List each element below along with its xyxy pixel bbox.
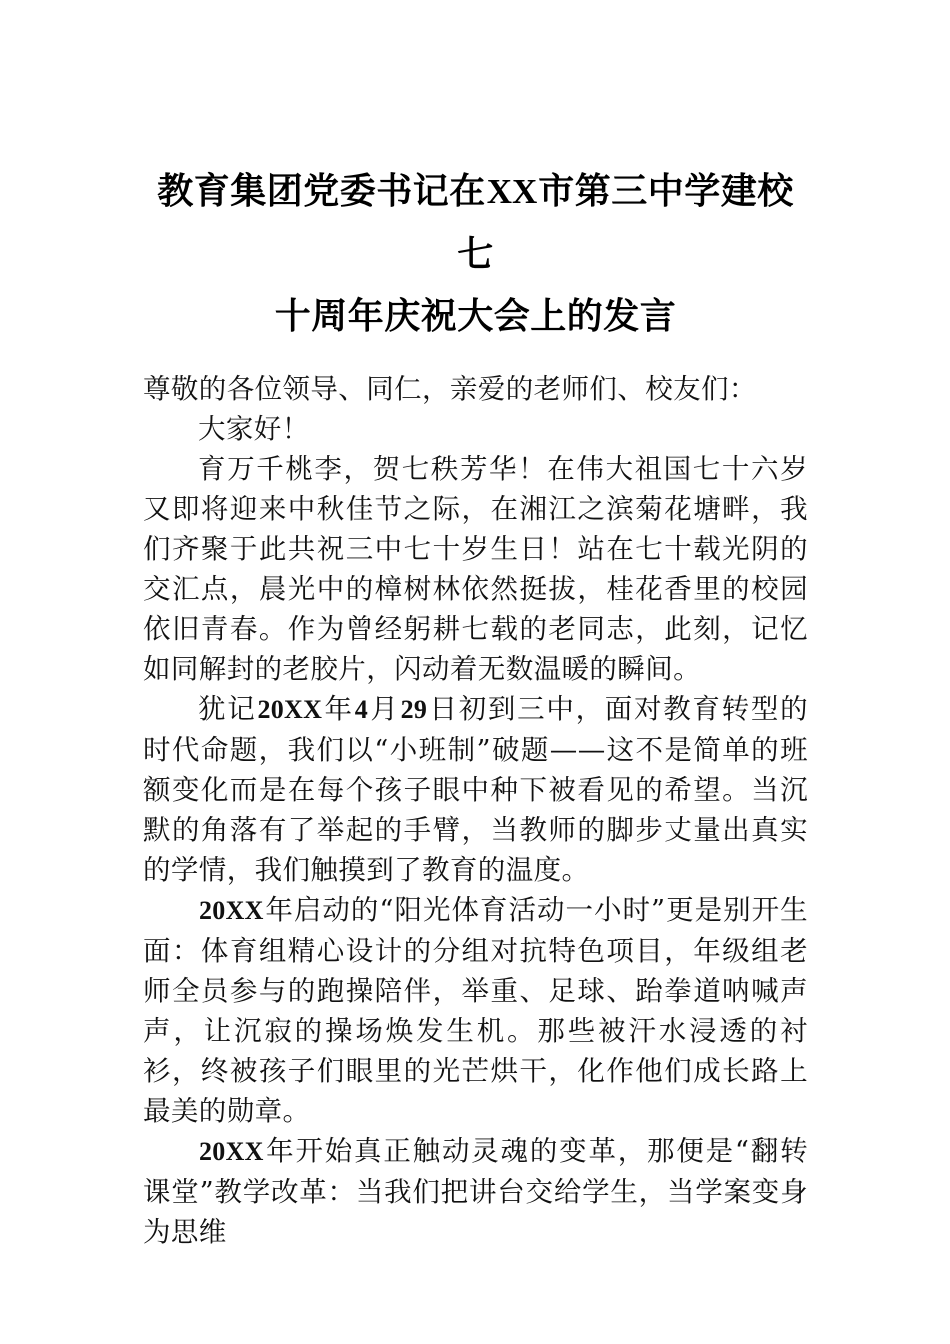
paragraph-opening: 育万千桃李，贺七秩芳华！在伟大祖国七十六岁又即将迎来中秋佳节之际，在湘江之滨菊花塘畔，我们齐聚于此共祝三中七十岁生日！站在七十载光阴的交汇点，晨光中的樟树林依然挺拔，桂花香里的校园依旧青春。作为曾经躬耕七载的老同志，此刻，记忆如同解封的老胶片，闪动着无数温暖的瞬间。 bbox=[143, 453, 808, 685]
document-body bbox=[143, 369, 808, 1252]
document-content bbox=[143, 160, 808, 1252]
page-title bbox=[143, 160, 808, 347]
paragraph-small-class-reform: 犹记20XX年4月29日初到三中，面对教育转型的时代命题，我们以“小班制”破题——这不是简单的班额变化而是在每个孩子眼中种下被看见的希望。当沉默的角落有了举起的手臂，当教师的脚步丈量出真实的学情，我们触摸到了教育的温度。 bbox=[143, 693, 808, 886]
title-line-2: 十周年庆祝大会上的发言 bbox=[274, 296, 677, 336]
paragraph-flipped-classroom: 20XX年开始真正触动灵魂的变革，那便是“翻转课堂”教学改革：当我们把讲台交给学生，当学案变身为思维 bbox=[143, 1135, 808, 1248]
paragraph-salutation: 尊敬的各位领导、同仁，亲爱的老师们、校友们： bbox=[143, 373, 757, 405]
paragraph-greeting: 大家好！ bbox=[198, 413, 310, 445]
paragraph-sunshine-sports: 20XX年启动的“阳光体育活动一小时”更是别开生面：体育组精心设计的分组对抗特色项目，年级组老师全员参与的跑操陪伴，举重、足球、跆拳道呐喊声声，让沉寂的操场焕发生机。那些被汗水浸透的衬衫，终被孩子们眼里的光芒烘干，化作他们成长路上最美的勋章。 bbox=[143, 894, 808, 1127]
title-line-1: 教育集团党委书记在XX市第三中学建校七 bbox=[157, 171, 794, 274]
